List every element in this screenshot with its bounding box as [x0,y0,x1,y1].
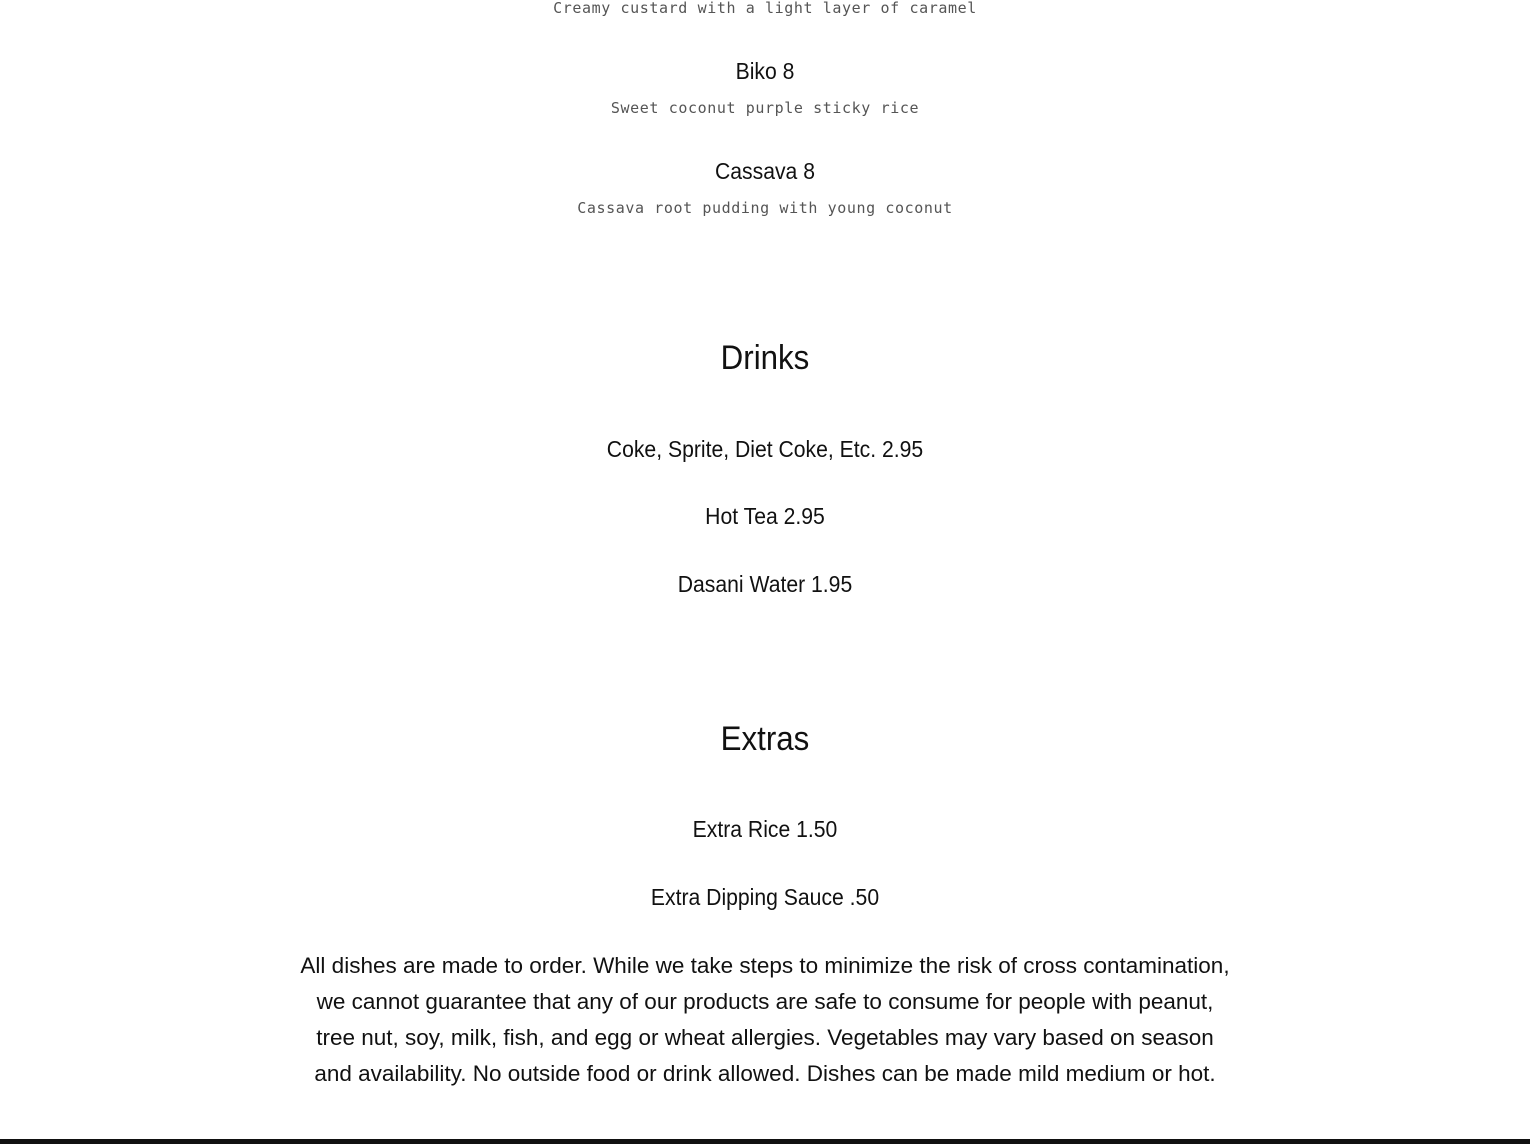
drink-item-sodas: Coke, Sprite, Diet Coke, Etc. 2.95 [606,436,924,462]
dessert-item-cassava: Cassava 8 [715,158,815,184]
drinks-heading: Drinks [720,339,810,377]
drink-item-hot-tea: Hot Tea 2.95 [705,503,825,529]
bottom-bar [0,1139,1530,1144]
extra-item-dipping-sauce: Extra Dipping Sauce .50 [650,884,880,910]
dessert-description-flan: Creamy custard with a light layer of caramel [553,0,977,17]
drink-item-water: Dasani Water 1.95 [677,571,853,597]
dessert-description-biko: Sweet coconut purple sticky rice [610,99,920,117]
dessert-item-biko: Biko 8 [735,58,795,84]
extras-heading: Extras [720,720,810,758]
extra-item-rice: Extra Rice 1.50 [692,816,838,842]
allergy-notice: All dishes are made to order. While we take steps to minimize the risk of cross contamination, we cannot guarantee that any of our products are safe to consume for people with peanut, tree nut, soy, milk, fish, and egg or wheat allergies. Vegetables may vary based on season and availability. No outside food or drink allowed. Dishes can be made mild medium or hot. [300,953,1230,1086]
dessert-description-cassava: Cassava root pudding with young coconut [577,199,953,217]
